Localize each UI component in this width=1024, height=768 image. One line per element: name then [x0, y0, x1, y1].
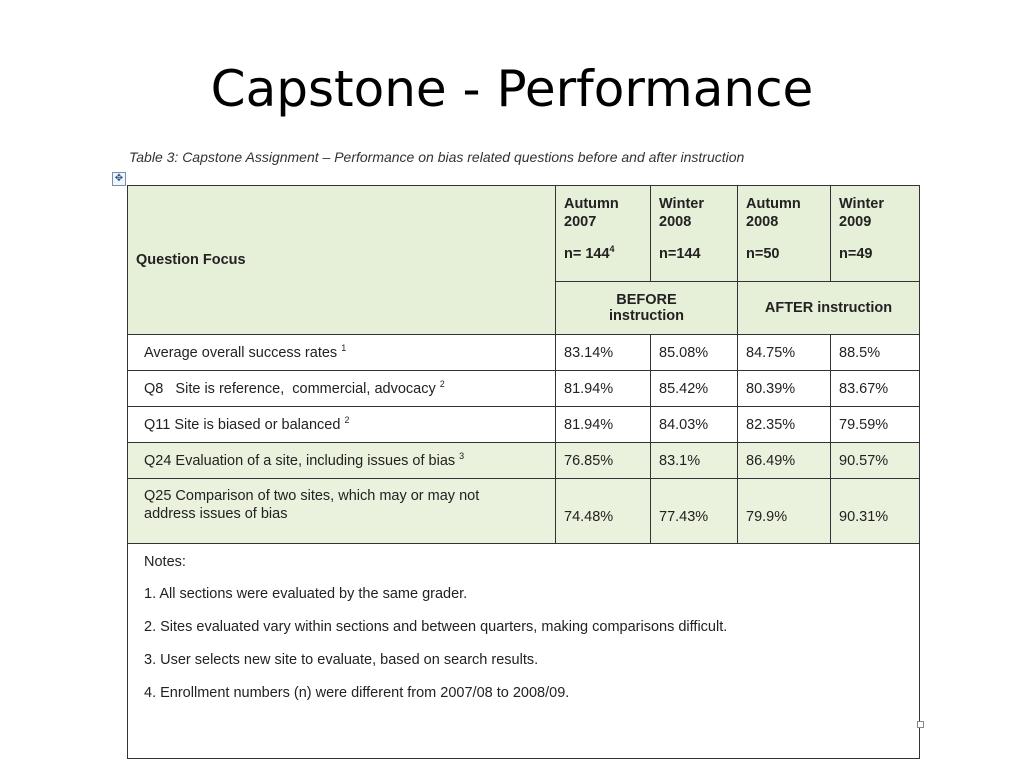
value-cell: 81.94%: [556, 371, 651, 407]
value-cell: 74.48%: [556, 479, 651, 544]
question-cell: Q24 Evaluation of a site, including issues of bias $^3$: [128, 443, 556, 479]
move-icon[interactable]: ✥: [112, 172, 126, 186]
before-instruction-header: BEFORE instruction: [556, 282, 738, 335]
value-cell: 82.35%: [738, 407, 831, 443]
value-cell: 83.1%: [651, 443, 738, 479]
value-cell: 83.14%: [556, 335, 651, 371]
question-cell: Q11 Site is biased or balanced $^2$: [128, 407, 556, 443]
performance-table: [127, 185, 920, 759]
value-cell: 79.9%: [738, 479, 831, 544]
question-cell: Q8 Site is reference, commercial, advocacy $^2$: [128, 371, 556, 407]
note-item: 4. Enrollment numbers (n) were different from 2007/08 to 2008/09.: [144, 685, 570, 701]
value-cell: 85.42%: [651, 371, 738, 407]
period-header: Autumn 2008 n=50: [738, 186, 831, 282]
table-row: [128, 335, 920, 371]
table-row: [128, 371, 920, 407]
value-cell: 77.43%: [651, 479, 738, 544]
table-caption: Table 3: Capstone Assignment – Performance on bias related questions before and after instruction: [129, 149, 745, 165]
after-instruction-header: AFTER instruction: [738, 282, 920, 335]
note-item: 2. Sites evaluated vary within sections and between quarters, making comparisons difficult.: [144, 619, 728, 635]
question-focus-header: Question Focus: [128, 186, 556, 335]
value-cell: 76.85%: [556, 443, 651, 479]
table-row: [128, 479, 920, 544]
period-header: Winter 2009 n=49: [831, 186, 920, 282]
value-cell: 90.31%: [831, 479, 920, 544]
question-cell: Average overall success rates $^1$: [128, 335, 556, 371]
table-row: [128, 407, 920, 443]
value-cell: 83.67%: [831, 371, 920, 407]
notes-heading: Notes:: [144, 554, 186, 570]
value-cell: 79.59%: [831, 407, 920, 443]
slide-title: Capstone - Performance: [210, 60, 814, 118]
value-cell: 88.5%: [831, 335, 920, 371]
value-cell: 80.39%: [738, 371, 831, 407]
table-row: [128, 443, 920, 479]
value-cell: 84.03%: [651, 407, 738, 443]
notes-cell: [128, 544, 920, 759]
value-cell: 85.08%: [651, 335, 738, 371]
resize-handle-icon[interactable]: [917, 721, 924, 728]
note-item: 3. User selects new site to evaluate, based on search results.: [144, 652, 539, 668]
period-header: Winter 2008 n=144: [651, 186, 738, 282]
value-cell: 81.94%: [556, 407, 651, 443]
value-cell: 86.49%: [738, 443, 831, 479]
question-cell: Q25 Comparison of two sites, which may or may not address issues of bias: [128, 479, 556, 544]
period-header: Autumn 2007 $n= 144^4$: [556, 186, 651, 282]
value-cell: 84.75%: [738, 335, 831, 371]
note-item: 1. All sections were evaluated by the same grader.: [144, 586, 468, 602]
value-cell: 90.57%: [831, 443, 920, 479]
